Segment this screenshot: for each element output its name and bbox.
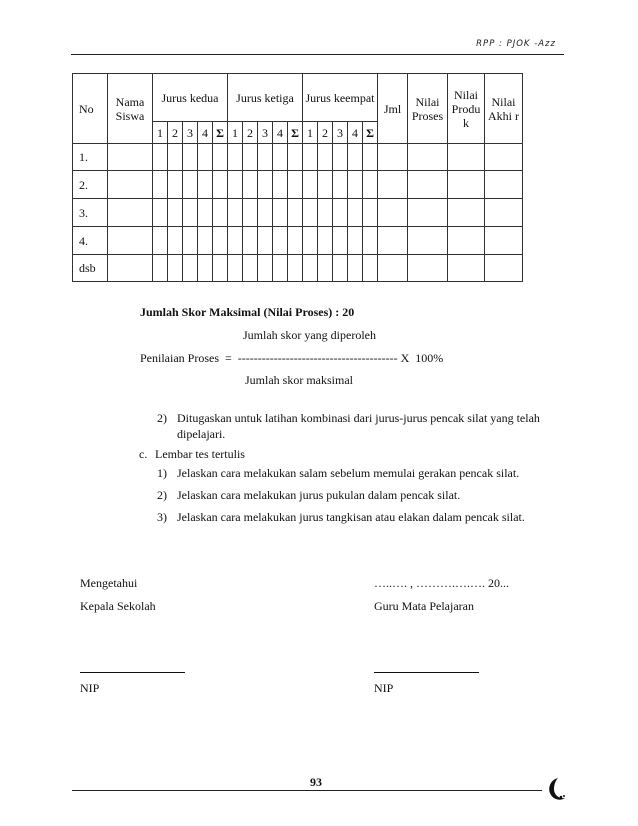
running-header: RPP : PJOK -Azz [476, 39, 556, 49]
table-row [73, 144, 523, 171]
table-row [73, 199, 523, 227]
col-jurus-kedua: Jurus kedua [153, 74, 228, 122]
list-item-number: 3) [157, 510, 167, 524]
list-item-text: Jelaskan cara melakukan salam sebelum memulai gerakan pencak silat. [177, 466, 520, 480]
signature-right-rule [374, 672, 479, 673]
table-row [73, 171, 523, 199]
col-jurus-keempat: Jurus keempat [303, 74, 378, 122]
section-c-title: Lembar tes tertulis [155, 447, 245, 461]
row-label: 2. [73, 171, 108, 199]
max-score-title: Jumlah Skor Maksimal (Nilai Proses) : 20 [140, 305, 355, 319]
signature-left-line1: Mengetahui [80, 576, 138, 590]
row-label: dsb [73, 255, 108, 282]
sub-sum: Σ [213, 122, 228, 144]
row-label: 1. [73, 144, 108, 171]
row-label: 4. [73, 227, 108, 255]
sub-4: 4 [273, 122, 288, 144]
footer-rule [72, 790, 542, 791]
sub-2: 2 [318, 122, 333, 144]
signature-left-line2: Kepala Sekolah [80, 599, 156, 613]
signature-left-nip: NIP [80, 681, 100, 695]
table-row [73, 227, 523, 255]
crescent-logo-icon [545, 776, 567, 807]
sub-2: 2 [243, 122, 258, 144]
sub-3: 3 [183, 122, 198, 144]
formula-denominator: Jumlah skor maksimal [245, 373, 353, 387]
col-no: No [73, 74, 108, 144]
item-2-text-line1: Ditugaskan untuk latihan kombinasi dari jurus-jurus pencak silat yang telah [177, 411, 540, 425]
section-c-label: c. [139, 447, 148, 461]
item-2-text-line2: dipelajari. [177, 427, 226, 441]
signature-left-rule [80, 672, 185, 673]
col-nilai-proses: Nilai Proses [408, 74, 448, 144]
col-jurus-ketiga: Jurus ketiga [228, 74, 303, 122]
sub-sum: Σ [363, 122, 378, 144]
list-item-number: 1) [157, 466, 167, 480]
col-jml: Jml [378, 74, 408, 144]
list-item-text: Jelaskan cara melakukan jurus pukulan dalam pencak silat. [177, 488, 461, 502]
sub-2: 2 [168, 122, 183, 144]
sub-4: 4 [198, 122, 213, 144]
col-nilai-produk: Nilai Produ k [448, 74, 485, 144]
col-nilai-akhir: Nilai Akhi r [485, 74, 523, 144]
formula-numerator: Jumlah skor yang diperoleh [243, 328, 376, 342]
sub-sum: Σ [288, 122, 303, 144]
assessment-table [72, 73, 523, 282]
header-rule [71, 54, 564, 55]
signature-right-line2: Guru Mata Pelajaran [374, 599, 474, 613]
row-label: 3. [73, 199, 108, 227]
list-item-number: 2) [157, 488, 167, 502]
sub-1: 1 [303, 122, 318, 144]
page-number: 93 [310, 775, 322, 789]
item-2-number: 2) [157, 411, 167, 425]
sub-3: 3 [258, 122, 273, 144]
col-nama-siswa: Nama Siswa [108, 74, 153, 144]
signature-right-nip: NIP [374, 681, 394, 695]
list-item-text: Jelaskan cara melakukan jurus tangkisan atau elakan dalam pencak silat. [177, 510, 525, 524]
formula-line: Penilaian Proses = ---------------------------------------- X 100% [140, 351, 444, 365]
sub-4: 4 [348, 122, 363, 144]
sub-1: 1 [228, 122, 243, 144]
signature-right-line1: …..…. , ……….….…. 20... [374, 576, 509, 590]
sub-3: 3 [333, 122, 348, 144]
sub-1: 1 [153, 122, 168, 144]
table-row [73, 255, 523, 282]
